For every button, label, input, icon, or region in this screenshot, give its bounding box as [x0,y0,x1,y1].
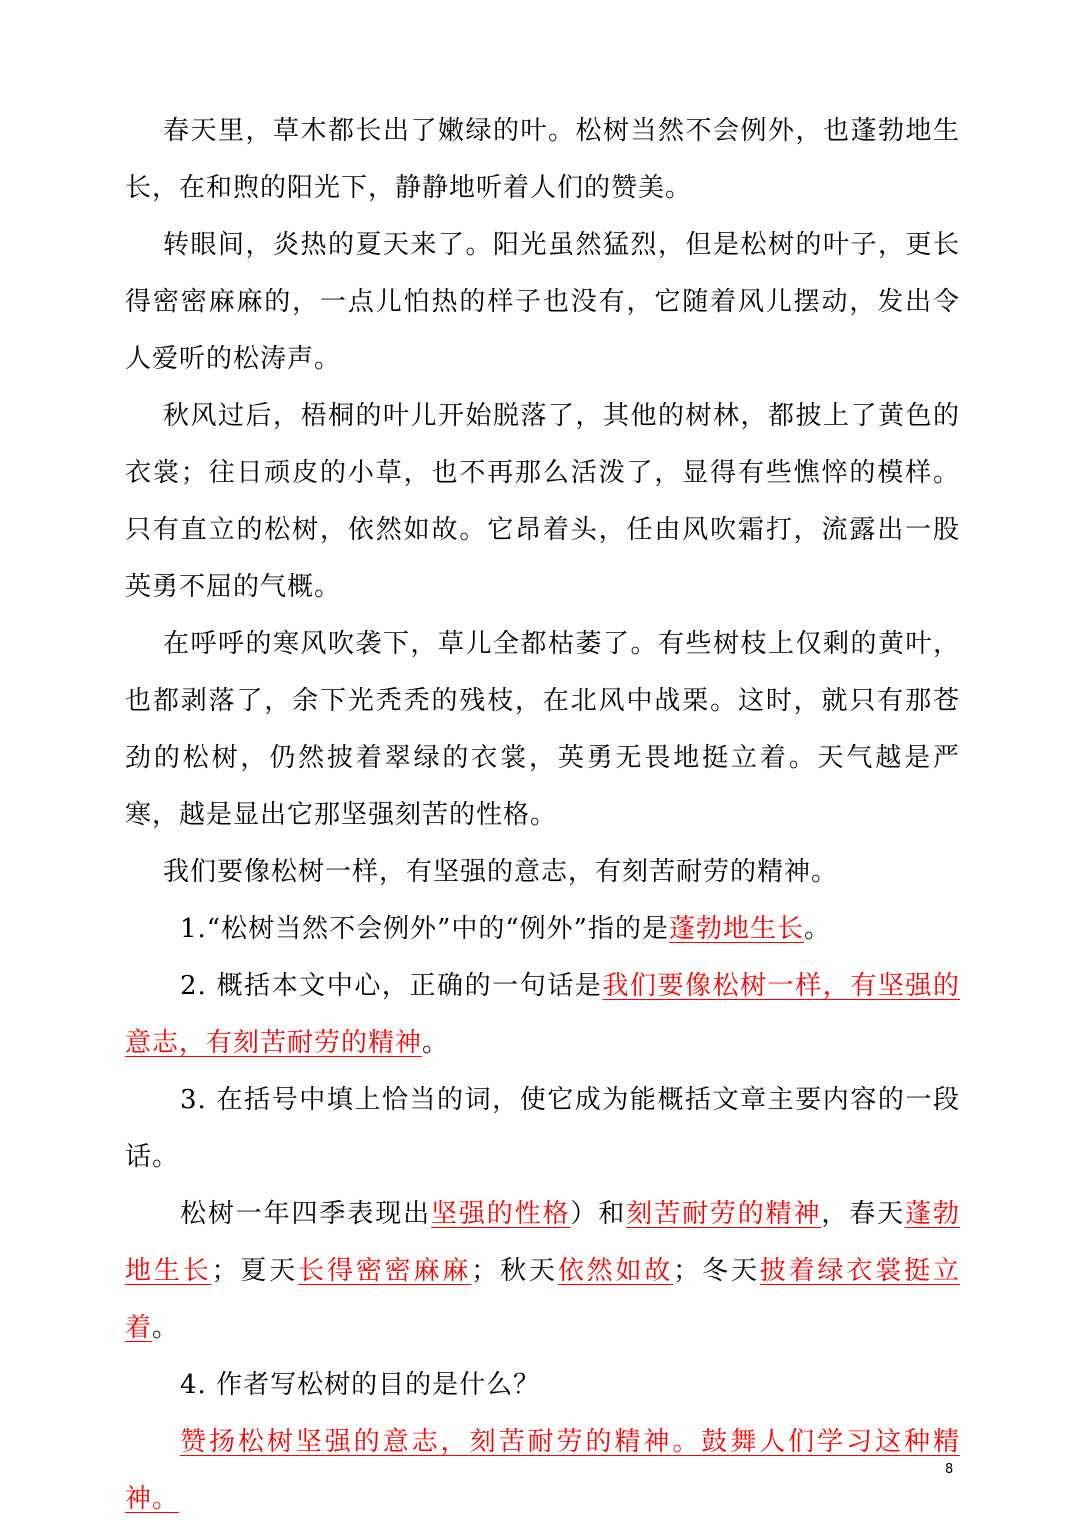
q3-text-3: ，春天 [821,1199,906,1229]
question-4 [125,1414,960,1528]
question-4-answer: 赞扬松树坚强的意志，刻苦耐劳的精神。鼓舞人们学习这种精神。 [125,1427,960,1514]
paragraph-summer: 转眼间，炎热的夏天来了。阳光虽然猛烈，但是松树的叶子，更长得密密麻麻的，一点儿怕热的样子也没有，它随着风儿摆动，发出令人爱听的松涛声。 [125,230,960,374]
q3-text-7: 。 [152,1313,180,1343]
q3-answer-2: 刻苦耐劳的精神 [626,1199,822,1229]
question-1-text: 1.“松树当然不会例外”中的“例外”指的是 [180,914,669,944]
q3-answer-5: 依然如故 [557,1256,674,1286]
question-1 [125,901,960,958]
question-1-suffix: 。 [804,914,832,944]
question-3-prompt: 3. 在括号中填上恰当的词，使它成为能概括文章主要内容的一段话。 [125,1085,960,1172]
q3-text-5: ；秋天 [471,1256,558,1286]
q3-text-1: 松树一年四季表现出 [180,1199,431,1229]
question-3-fill-in [125,1186,960,1357]
q3-text-2: ）和 [570,1199,627,1229]
q3-answer-6: 披着绿衣裳挺立着 [125,1256,960,1343]
paragraph-spring: 春天里，草木都长出了嫩绿的叶。松树当然不会例外，也蓬勃地生长，在和煦的阳光下，静静地听着人们的赞美。 [125,116,960,203]
question-1-answer: 蓬勃地生长 [668,914,804,944]
q3-answer-4: 长得密密麻麻 [298,1256,472,1286]
paragraph-conclusion: 我们要像松树一样，有坚强的意志，有刻苦耐劳的精神。 [163,857,839,887]
q3-text-4: ；夏天 [211,1256,299,1286]
page-number: 8 [945,1462,954,1477]
question-4-prompt: 4. 作者写松树的目的是什么？ [180,1370,541,1400]
q3-answer-1: 坚强的性格 [430,1199,571,1229]
q3-text-6: ；冬天 [673,1256,760,1286]
question-2-suffix: 。 [422,1028,450,1058]
q3-answer-3: 蓬勃地生长 [125,1199,960,1286]
question-2-answer: 我们要像松树一样，有坚强的意志，有刻苦耐劳的精神 [125,971,960,1058]
paragraph-autumn: 秋风过后，梧桐的叶儿开始脱落了，其他的树林，都披上了黄色的衣裳；往日顽皮的小草，也不再那么活泼了，显得有些憔悴的模样。只有直立的松树，依然如故。它昂着头，任由风吹霜打，流露出一股英勇不屈的气概。 [125,401,960,602]
question-2-text: 2. 概括本文中心，正确的一句话是 [180,971,603,1001]
question-2 [125,958,960,1072]
document-body [125,103,960,1528]
paragraph-winter: 在呼呼的寒风吹袭下，草儿全都枯萎了。有些树枝上仅剩的黄叶，也都剥落了，余下光秃秃的残枝，在北风中战栗。这时，就只有那苍劲的松树，仍然披着翠绿的衣裳，英勇无畏地挺立着。天气越是严寒，越是显出它那坚强刻苦的性格。 [125,629,960,830]
